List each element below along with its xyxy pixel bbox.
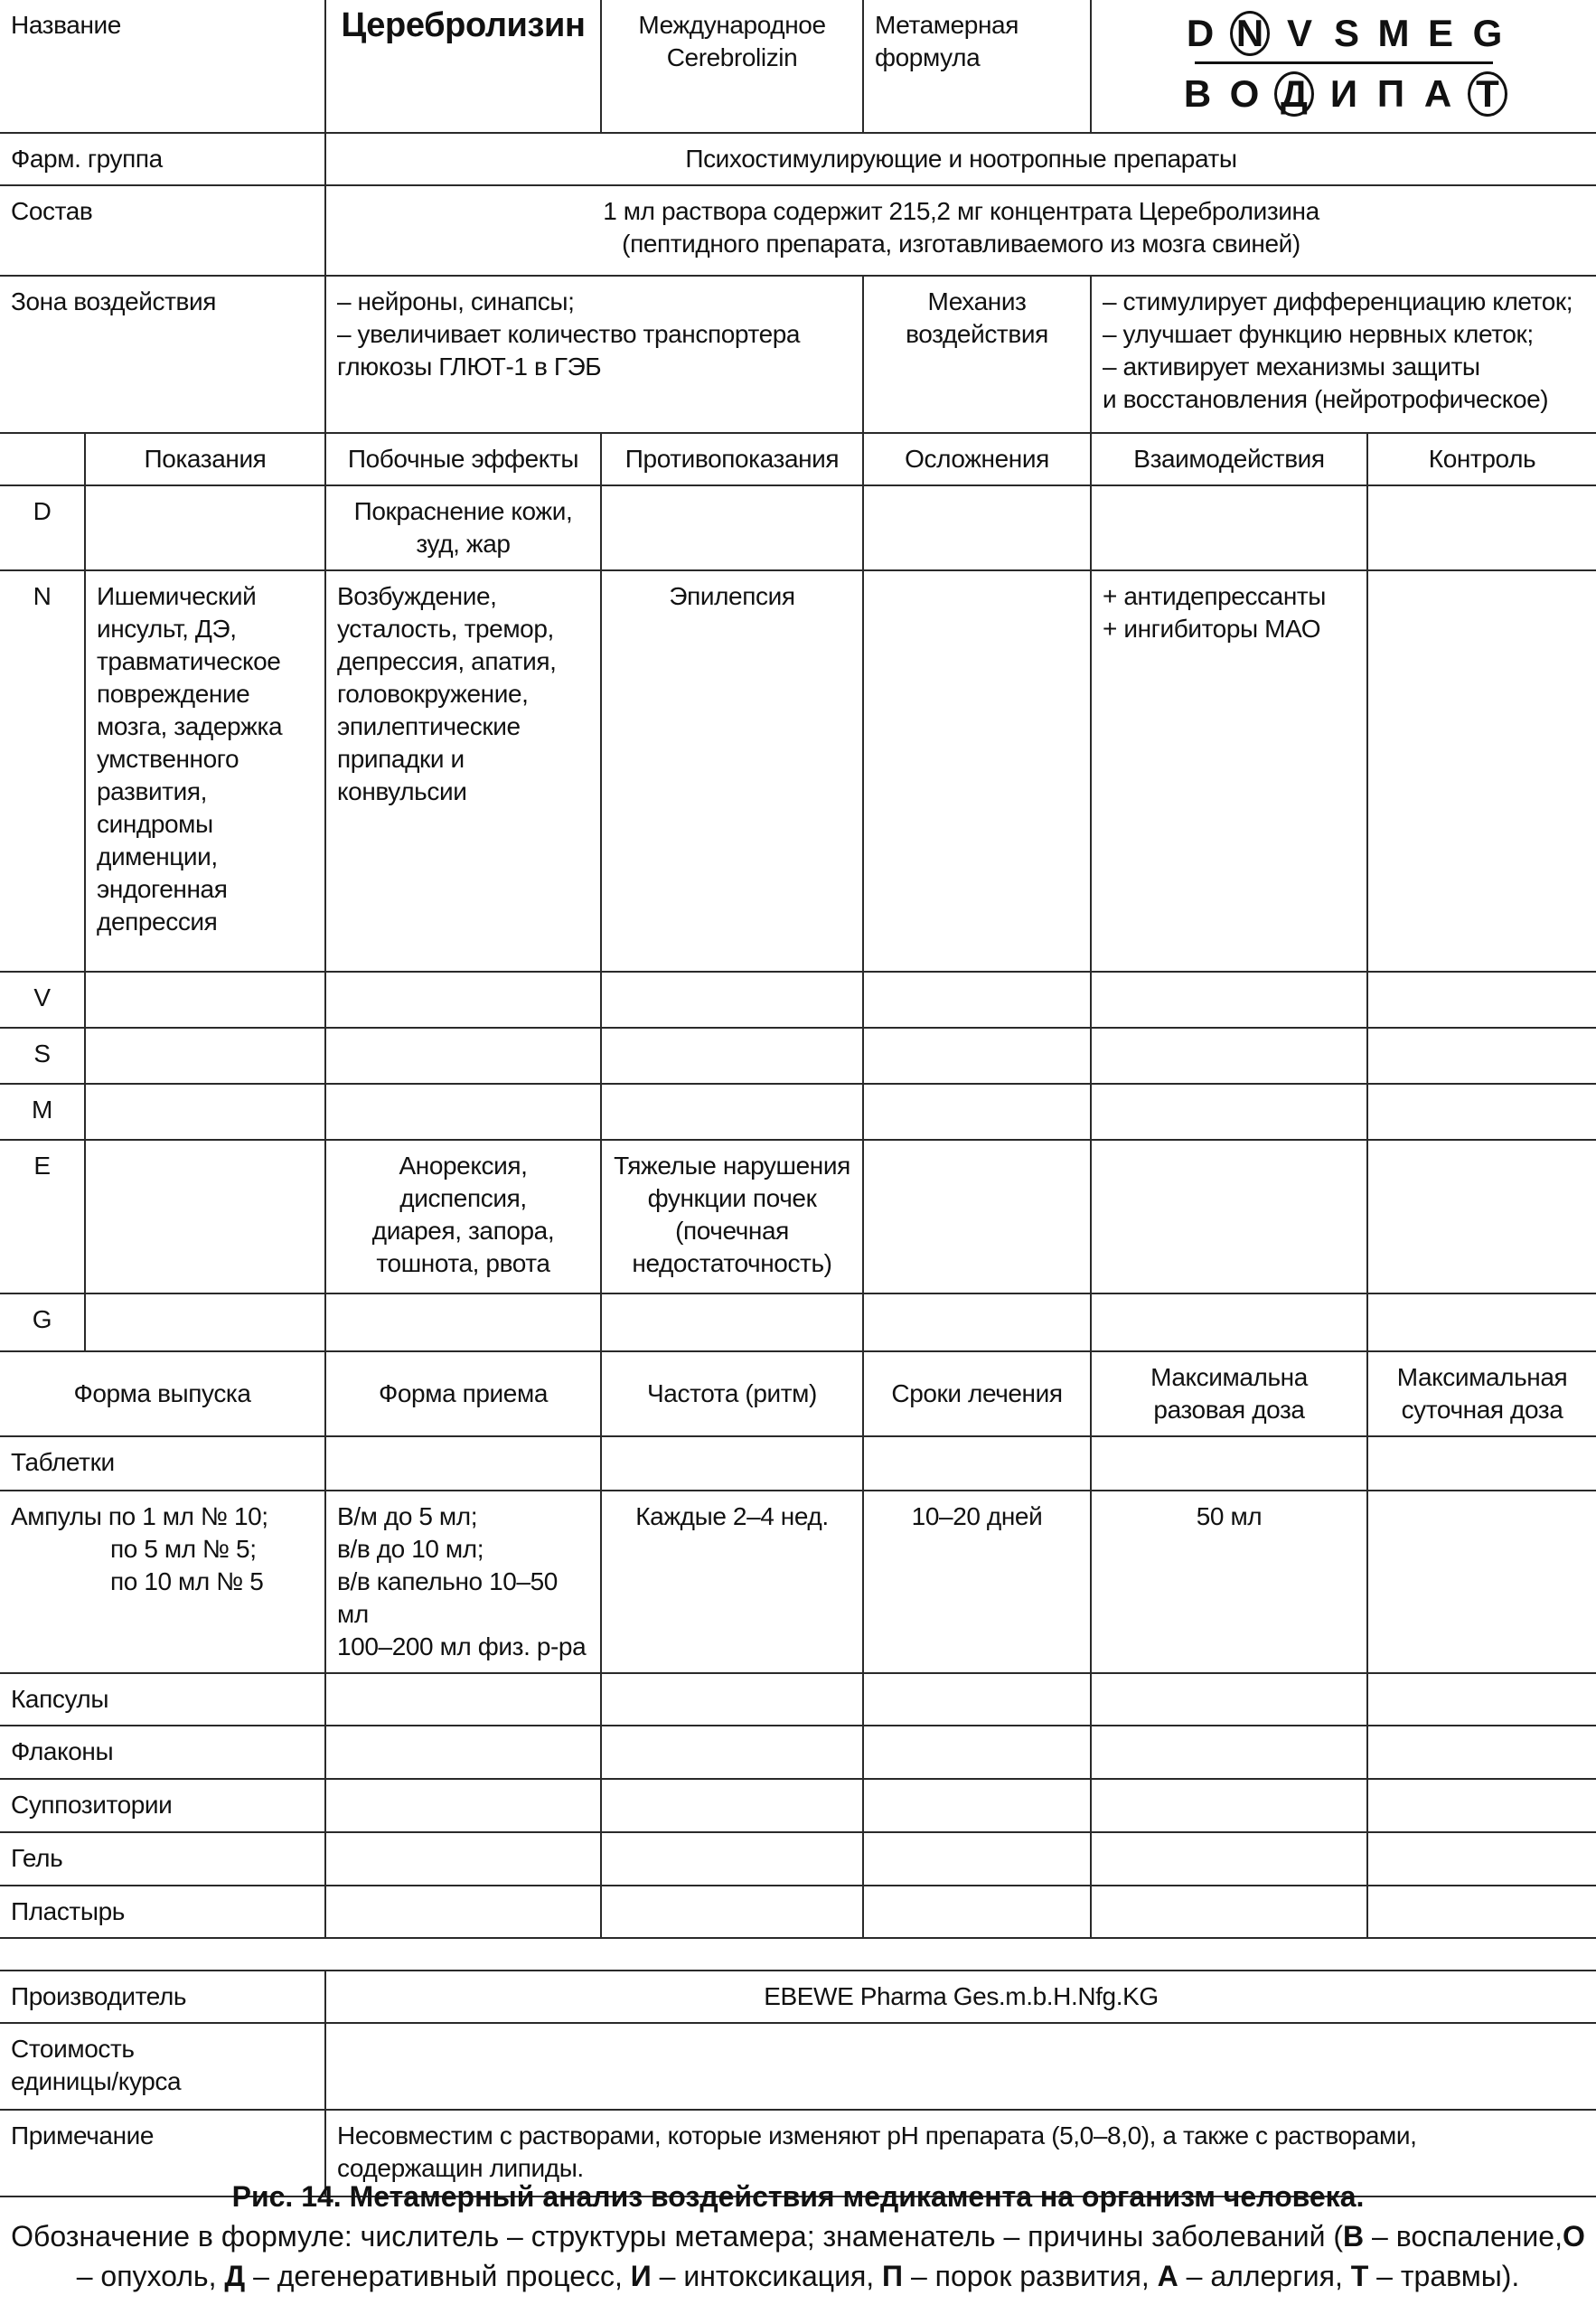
ampoule-form-line: по 5 мл № 5;: [110, 1535, 257, 1563]
caption-title: Рис. 14. Метамерный анализ воздействия медикамента на организм человека.: [231, 2180, 1365, 2213]
legend-text: – дегенеративный процесс,: [245, 2260, 631, 2292]
note-label: Примечание: [0, 2110, 325, 2196]
indications-cell: [85, 1140, 325, 1293]
note-value: Несовместим с растворами, которые изменяют pH препарата (5,0–8,0), а также с растворами, содержащин липиды.: [325, 2110, 1596, 2196]
legend-text: – порок развития,: [903, 2260, 1158, 2292]
legend-key: П: [882, 2260, 904, 2292]
intl-name-cell: [601, 0, 863, 133]
formula-letter: О: [1229, 72, 1260, 115]
col-max-daily-dose: Максимальная суточная доза: [1367, 1351, 1596, 1436]
legend-key: И: [630, 2260, 652, 2292]
interactions-cell: [1091, 1084, 1367, 1140]
control-cell: [1367, 1084, 1596, 1140]
formula-letter: E: [1427, 12, 1453, 54]
figure-caption: [0, 2177, 1596, 2296]
max-daily-cell: [1367, 1886, 1596, 1938]
legend-key: В: [1343, 2220, 1365, 2253]
indications-cell: [85, 972, 325, 1028]
control-cell: [1367, 1293, 1596, 1351]
row-code: E: [0, 1140, 85, 1293]
contraindications-cell: [601, 972, 863, 1028]
side-effects-cell: [325, 1028, 601, 1084]
formula-letter: И: [1329, 72, 1358, 115]
intake-cell: [325, 1726, 601, 1779]
composition-value: 1 мл раствора содержит 215,2 мг концентрата Церебролизина (пептидного препарата, изготавливаемого из мозга свиней): [325, 185, 1596, 276]
formula-letter: N: [1230, 11, 1270, 56]
row-code: G: [0, 1293, 85, 1351]
max-daily-cell: [1367, 1436, 1596, 1491]
indications-cell: Ишемический инсульт, ДЭ, травматическое повреждение мозга, задержка умственного развития, синдромы дименции, эндогенная депрессия: [85, 570, 325, 972]
duration-cell: [863, 1673, 1091, 1726]
manufacturer-value: EBEWE Pharma Ges.m.b.H.Nfg.KG: [325, 1971, 1596, 2023]
drug-name: Церебролизин: [325, 0, 601, 133]
indications-cell: [85, 1293, 325, 1351]
row-code: D: [0, 485, 85, 570]
intake-cell: [325, 1886, 601, 1938]
row-code: S: [0, 1028, 85, 1084]
interactions-cell: [1091, 1028, 1367, 1084]
col-max-single-dose: Максимальна разовая доза: [1091, 1351, 1367, 1436]
duration-cell: 10–20 дней: [863, 1491, 1091, 1673]
frequency-cell: [601, 1886, 863, 1938]
col-side-effects: Побочные эффекты: [325, 433, 601, 485]
side-effects-cell: [325, 1293, 601, 1351]
contraindications-cell: Тяжелые нарушения функции почек (почечная недостаточность): [601, 1140, 863, 1293]
effects-row-e: [0, 1140, 1596, 1293]
interactions-cell: [1091, 485, 1367, 570]
formula-letter: П: [1376, 72, 1405, 115]
duration-cell: [863, 1832, 1091, 1886]
formula-letter: V: [1286, 12, 1312, 54]
formula-letter: G: [1472, 12, 1503, 54]
legend-key: А: [1157, 2260, 1178, 2292]
zone-value: – нейроны, синапсы; – увеличивает количество транспортера глюкозы ГЛЮТ-1 в ГЭБ: [325, 276, 863, 433]
pharm-group-label: Фарм. группа: [0, 133, 325, 185]
pharm-group-value: Психостимулирующие и ноотропные препараты: [325, 133, 1596, 185]
max-single-cell: [1091, 1832, 1367, 1886]
complications-cell: [863, 485, 1091, 570]
effects-row-v: [0, 972, 1596, 1028]
caption-legend: [0, 2216, 1596, 2296]
duration-cell: [863, 1886, 1091, 1938]
effects-row-m: [0, 1084, 1596, 1140]
zone-row: [0, 276, 1596, 433]
effects-header-row: [0, 433, 1596, 485]
col-intake-form: Форма приема: [325, 1351, 601, 1436]
intl-name: Cerebrolizin: [666, 43, 798, 71]
col-indications: Показания: [85, 433, 325, 485]
side-effects-cell: [325, 1084, 601, 1140]
mechanism-value: – стимулирует дифференциацию клеток; – улучшает функцию нервных клеток; – активирует механизмы защиты и восстановления (нейротрофическое): [1091, 276, 1596, 433]
contraindications-cell: Эпилепсия: [601, 570, 863, 972]
legend-key: Т: [1350, 2260, 1369, 2292]
col-interactions: Взаимодействия: [1091, 433, 1367, 485]
formula-letter: Д: [1274, 71, 1314, 117]
frequency-cell: [601, 1436, 863, 1491]
complications-cell: [863, 972, 1091, 1028]
metameric-formula: [1103, 9, 1585, 117]
formula-letter: В: [1183, 72, 1212, 115]
manufacturer-label: Производитель: [0, 1971, 325, 2023]
control-cell: [1367, 570, 1596, 972]
interactions-cell: [1091, 1140, 1367, 1293]
cost-label: Стоимость единицы/курса: [0, 2023, 325, 2110]
formula-numerator: [1183, 11, 1505, 56]
effects-row-g: [0, 1293, 1596, 1351]
indications-cell: [85, 1028, 325, 1084]
max-daily-cell: [1367, 1726, 1596, 1779]
effects-row-d: [0, 485, 1596, 570]
col-contraindications: Противопоказания: [601, 433, 863, 485]
side-effects-cell: [325, 972, 601, 1028]
intake-cell: [325, 1673, 601, 1726]
effects-corner: [0, 433, 85, 485]
release-form-cell: Таблетки: [0, 1436, 325, 1491]
release-form-cell: [0, 1491, 325, 1673]
side-effects-cell: Возбуждение, усталость, тремор, депрессия, апатия, головокружение, эпилептические припадки и конвульсии: [325, 570, 601, 972]
contraindications-cell: [601, 1293, 863, 1351]
col-control: Контроль: [1367, 433, 1596, 485]
interactions-cell: [1091, 1293, 1367, 1351]
ampoule-form-line: Ампулы по 1 мл № 10;: [11, 1502, 268, 1530]
formula-fraction-line: [1195, 61, 1493, 64]
mechanism-label: Механиз воздействия: [863, 276, 1091, 433]
spacer-row: [0, 1938, 1596, 1971]
control-cell: [1367, 1140, 1596, 1293]
control-cell: [1367, 485, 1596, 570]
formula-letter: D: [1186, 12, 1215, 54]
release-form-cell: Флаконы: [0, 1726, 325, 1779]
effects-row-n: [0, 570, 1596, 972]
header-row: [0, 0, 1596, 133]
dosage-row-vials: [0, 1726, 1596, 1779]
formula-label: Метамерная формула: [863, 0, 1091, 133]
complications-cell: [863, 1084, 1091, 1140]
complications-cell: [863, 1140, 1091, 1293]
duration-cell: [863, 1726, 1091, 1779]
formula-letter: А: [1423, 72, 1452, 115]
ampoule-form-lines: [11, 1500, 314, 1598]
row-code: N: [0, 570, 85, 972]
max-single-cell: [1091, 1886, 1367, 1938]
max-daily-cell: [1367, 1779, 1596, 1832]
complications-cell: [863, 570, 1091, 972]
caption-legend-prefix: Обозначение в формуле: числитель – структуры метамера; знаменатель – причины заболеваний (: [11, 2220, 1344, 2253]
formula-letter: S: [1333, 12, 1359, 54]
intake-cell: В/м до 5 мл; в/в до 10 мл; в/в капельно 10–50 мл 100–200 мл физ. р-ра: [325, 1491, 601, 1673]
intl-label: Международное: [638, 11, 826, 39]
col-complications: Осложнения: [863, 433, 1091, 485]
cost-row: [0, 2023, 1596, 2110]
col-release-form: Форма выпуска: [0, 1351, 325, 1436]
intake-cell: [325, 1436, 601, 1491]
frequency-cell: Каждые 2–4 нед.: [601, 1491, 863, 1673]
side-effects-cell: Анорексия, диспепсия, диарея, запора, тошнота, рвота: [325, 1140, 601, 1293]
dosage-header-row: [0, 1351, 1596, 1436]
max-single-cell: [1091, 1726, 1367, 1779]
dosage-row-tablets: [0, 1436, 1596, 1491]
interactions-cell: + антидепрессанты + ингибиторы МАО: [1091, 570, 1367, 972]
formula-cell: [1091, 0, 1596, 133]
indications-cell: [85, 1084, 325, 1140]
frequency-cell: [601, 1726, 863, 1779]
max-daily-cell: [1367, 1832, 1596, 1886]
max-single-cell: 50 мл: [1091, 1491, 1367, 1673]
manufacturer-row: [0, 1971, 1596, 2023]
effects-row-s: [0, 1028, 1596, 1084]
formula-letter: Т: [1468, 71, 1507, 117]
pharm-group-row: [0, 133, 1596, 185]
release-form-cell: Пластырь: [0, 1886, 325, 1938]
max-daily-cell: [1367, 1491, 1596, 1673]
release-form-cell: Суппозитории: [0, 1779, 325, 1832]
frequency-cell: [601, 1673, 863, 1726]
duration-cell: [863, 1779, 1091, 1832]
interactions-cell: [1091, 972, 1367, 1028]
ampoule-form-line: по 10 мл № 5: [110, 1567, 264, 1595]
row-code: M: [0, 1084, 85, 1140]
composition-label: Состав: [0, 185, 325, 276]
intake-cell: [325, 1832, 601, 1886]
composition-row: [0, 185, 1596, 276]
indications-cell: [85, 485, 325, 570]
intake-cell: [325, 1779, 601, 1832]
complications-cell: [863, 1293, 1091, 1351]
release-form-cell: Капсулы: [0, 1673, 325, 1726]
contraindications-cell: [601, 1084, 863, 1140]
zone-label: Зона воздействия: [0, 276, 325, 433]
dosage-row-patch: [0, 1886, 1596, 1938]
legend-text: – аллергия,: [1178, 2260, 1351, 2292]
contraindications-cell: [601, 485, 863, 570]
row-code: V: [0, 972, 85, 1028]
max-single-cell: [1091, 1779, 1367, 1832]
formula-letter: M: [1377, 12, 1410, 54]
max-single-cell: [1091, 1673, 1367, 1726]
control-cell: [1367, 1028, 1596, 1084]
name-label: Название: [0, 0, 325, 133]
legend-text: – интоксикация,: [651, 2260, 883, 2292]
side-effects-cell: Покраснение кожи, зуд, жар: [325, 485, 601, 570]
formula-denominator: [1180, 71, 1507, 117]
cost-value: [325, 2023, 1596, 2110]
legend-text: – воспаление,: [1364, 2220, 1563, 2253]
frequency-cell: [601, 1779, 863, 1832]
dosage-row-capsules: [0, 1673, 1596, 1726]
dosage-row-gel: [0, 1832, 1596, 1886]
legend-text: – травмы).: [1368, 2260, 1520, 2292]
legend-key: Д: [224, 2260, 246, 2292]
col-frequency: Частота (ритм): [601, 1351, 863, 1436]
max-daily-cell: [1367, 1673, 1596, 1726]
col-duration: Сроки лечения: [863, 1351, 1091, 1436]
legend-key: О: [1562, 2220, 1585, 2253]
dosage-row-ampoules: [0, 1491, 1596, 1673]
duration-cell: [863, 1436, 1091, 1491]
dosage-row-suppositories: [0, 1779, 1596, 1832]
control-cell: [1367, 972, 1596, 1028]
release-form-cell: Гель: [0, 1832, 325, 1886]
spacer-cell: [0, 1938, 1596, 1971]
legend-text: – опухоль,: [76, 2260, 225, 2292]
complications-cell: [863, 1028, 1091, 1084]
frequency-cell: [601, 1832, 863, 1886]
max-single-cell: [1091, 1436, 1367, 1491]
contraindications-cell: [601, 1028, 863, 1084]
